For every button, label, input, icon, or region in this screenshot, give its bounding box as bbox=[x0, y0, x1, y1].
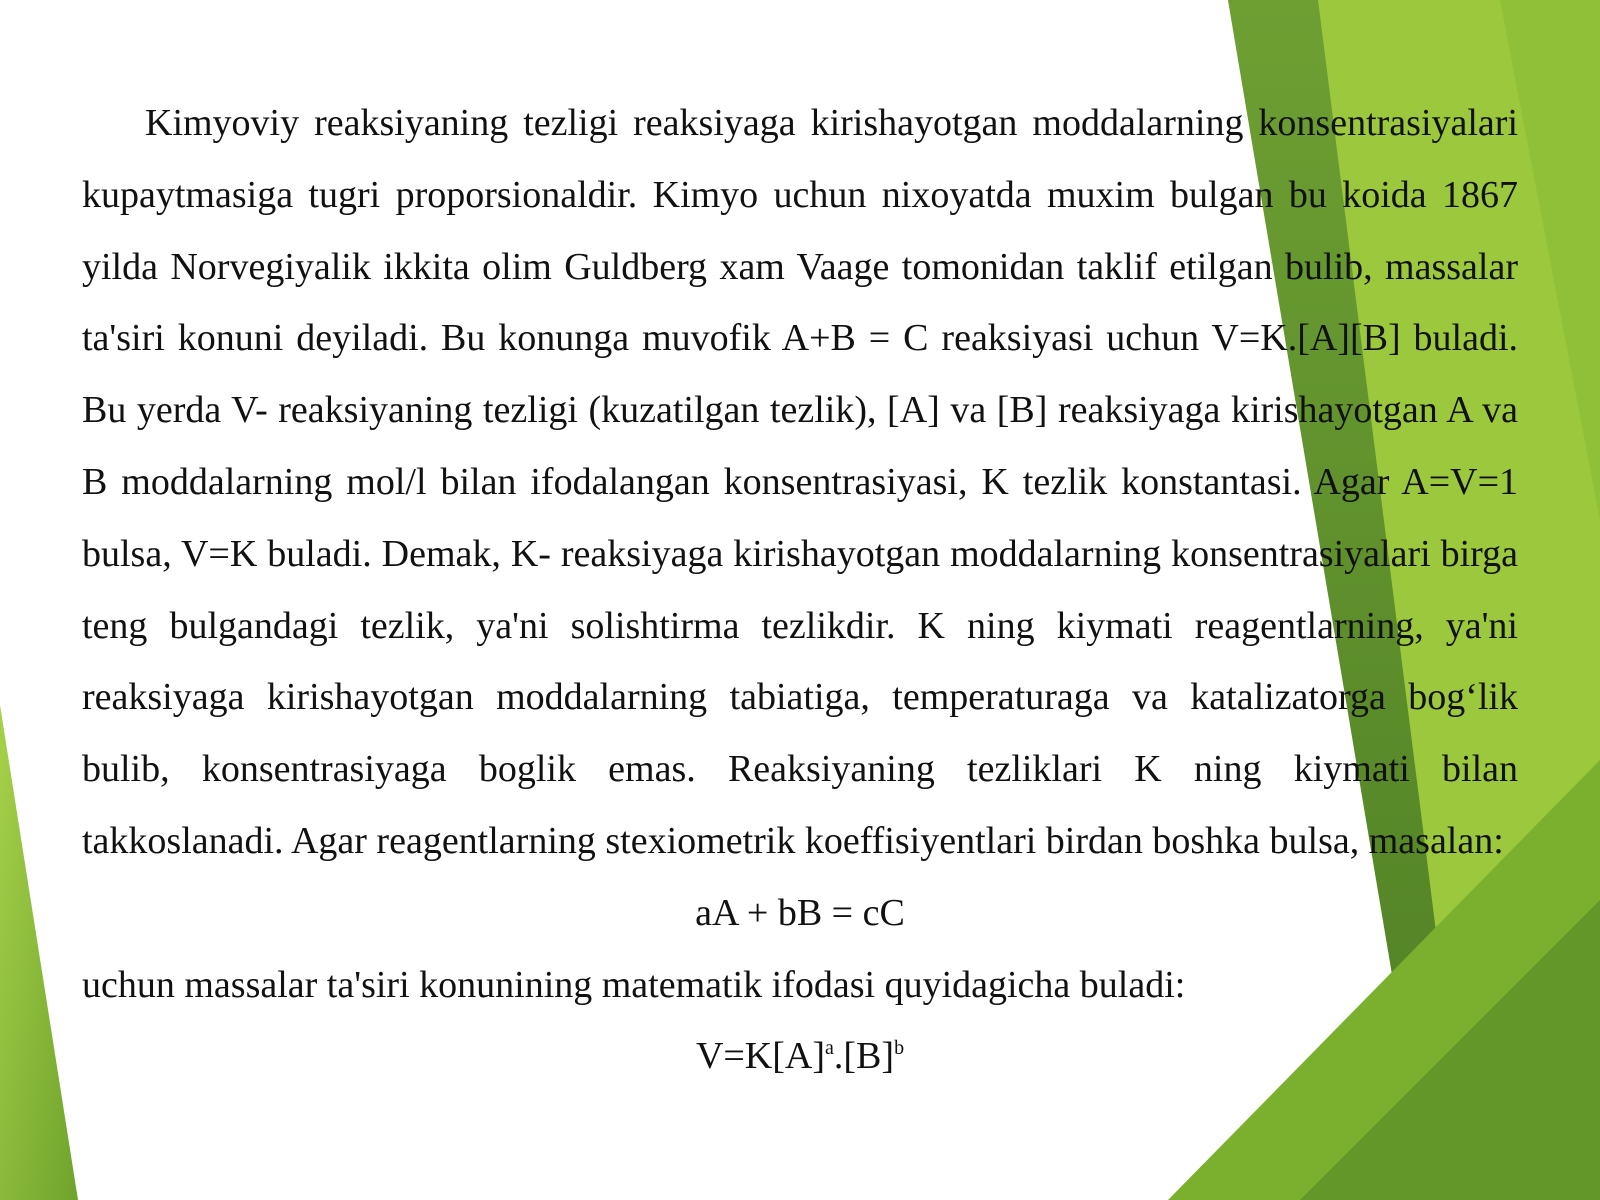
reaction-equation: aA + bB = cC bbox=[695, 891, 905, 934]
rate-law-exponent-b: b bbox=[894, 1037, 905, 1060]
slide-text-block bbox=[82, 88, 1518, 1093]
green-wedge-left bbox=[0, 705, 78, 1200]
rate-law-middle: .[B] bbox=[833, 1035, 895, 1078]
rate-law-base: V=K[A] bbox=[695, 1035, 826, 1078]
main-paragraph: Kimyoviy reaksiyaning tezligi reaksiyaga kirishayotgan moddalarning konsentrasiyalari kupaytmasiga tugri proporsionaldir. Kimyo uchun nixoyatda muxim bulgan bu koida 1867 yilda Norvegiyalik ikkita olim Guldberg xam Vaage tomonidan taklif etilgan bulib, massalar ta'siri konuni deyiladi. Bu konunga muvofik A+B = C reaksiyasi uchun V=K.[A][B] buladi. Bu yerda V- reaksiyaning tezligi (kuzatilgan tezlik), [A] va [B] reaksiyaga kirishayotgan A va B moddalarning mol/l bilan ifodalangan konsentrasiyasi, K tezlik konstantasi. Agar A=V=1 bulsa, V=K buladi. Demak, K- reaksiyaga kirishayotgan moddalarning konsentrasiyalari birga teng bulgandagi tezlik, ya'ni solishtirma tezlikdir. K ning kiymati reagentlarning, ya'ni reaksiyaga kirishayotgan moddalarning tabiatiga, temperaturaga va katalizatorga bog‘lik bulib, konsentrasiyaga boglik emas. Reaksiyaning tezliklari K ning kiymati bilan takkoslanadi. Agar reagentlarning stexiometrik koeffisiyentlari birdan boshka bulsa, masalan: bbox=[82, 102, 1518, 862]
followup-line: uchun massalar ta'siri konunining matematik ifodasi quyidagicha buladi: bbox=[82, 963, 1186, 1006]
rate-law-formula bbox=[82, 1021, 1518, 1093]
rate-law-exponent-a: a bbox=[825, 1037, 834, 1060]
